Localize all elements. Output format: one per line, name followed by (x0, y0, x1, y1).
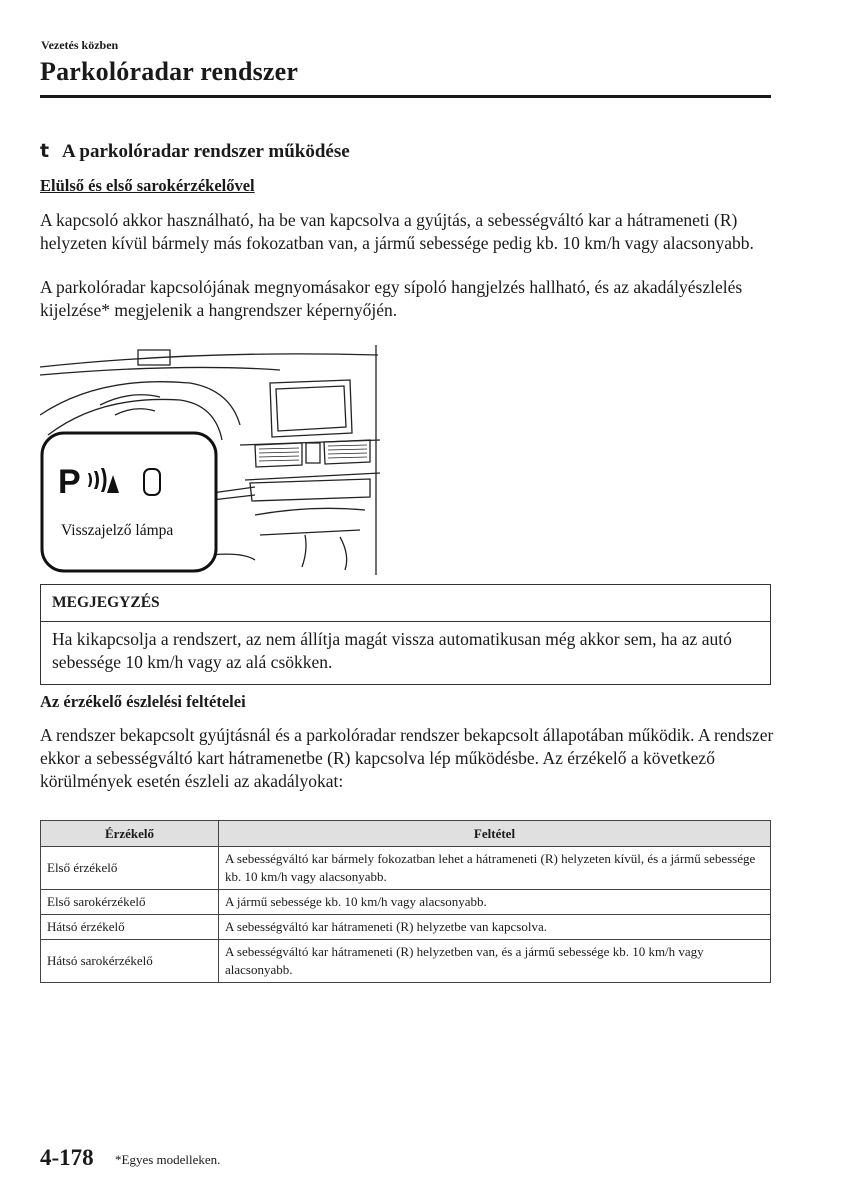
title-divider (40, 95, 771, 98)
section-heading-text: A parkolóradar rendszer működése (62, 141, 350, 162)
table-row (41, 890, 771, 915)
condition-cell: A sebességváltó kar hátrameneti (R) helyzetben van, és a jármű sebessége kb. 10 km/h vagy alacsonyabb. (219, 940, 771, 983)
conditions-heading: Az érzékelő észlelési feltételei (40, 692, 246, 711)
table-header-row (41, 821, 771, 847)
indicator-lamp-label: Visszajelző lámpa (61, 522, 174, 539)
conditions-paragraph: A rendszer bekapcsolt gyújtásnál és a parkolóradar rendszer bekapcsolt állapotában működik. A rendszer ekkor a sebességváltó kart hátramenetbe (R) kapcsolva lép működésbe. Az érzékelő a következő körülmények esetén észleli az akadályokat: (40, 725, 774, 791)
note-box (40, 584, 771, 685)
note-divider (41, 621, 770, 622)
condition-cell: A jármű sebessége kb. 10 km/h vagy alacsonyabb. (219, 890, 771, 915)
sensor-cell: Első érzékelő (41, 847, 219, 890)
page-title: Parkolóradar rendszer (40, 57, 299, 86)
table-row (41, 940, 771, 983)
table-row (41, 847, 771, 890)
section-marker: t (40, 140, 50, 162)
vent-slats (259, 445, 367, 461)
note-title: MEGJEGYZÉS (52, 594, 160, 611)
page-number: 4-178 (40, 1145, 94, 1170)
section-label: Vezetés közben (41, 38, 119, 52)
section-heading (40, 140, 350, 163)
sensor-cell: Első sarokérzékelő (41, 890, 219, 915)
callout-leader (212, 487, 255, 493)
footnote: *Egyes modelleken. (115, 1152, 221, 1167)
condition-cell: A sebességváltó kar hátrameneti (R) helyzetbe van kapcsolva. (219, 915, 771, 940)
dashboard-illustration (40, 345, 380, 575)
column-header-condition: Feltétel (219, 821, 771, 847)
callout-bubble (42, 433, 216, 571)
table-row (41, 915, 771, 940)
sensor-cell: Hátsó sarokérzékelő (41, 940, 219, 983)
sensor-cell: Hátsó érzékelő (41, 915, 219, 940)
condition-cell: A sebességváltó kar bármely fokozatban lehet a hátrameneti (R) helyzeten kívül, és a jármű sebessége kb. 10 km/h vagy alacsonyabb. (219, 847, 771, 890)
sensor-conditions-table (40, 820, 771, 983)
paragraph-switch-usage: A kapcsoló akkor használható, ha be van kapcsolva a gyújtás, a sebességváltó kar a hátrameneti (R) helyzeten kívül bármely más fokozatban van, a jármű sebessége pedig kb. 10 km/h vagy alacsonyabb. (40, 210, 754, 253)
parking-sensor-icon-letter: P (58, 463, 81, 501)
indicator-lamp-icon (144, 469, 160, 495)
paragraph-switch-press: A parkolóradar kapcsolójának megnyomásakor egy sípoló hangjelzés hallható, és az akadályészlelés kijelzése* megjelenik a hangrendszer képernyőjén. (40, 277, 743, 320)
subheading-front-sensors: Elülső és első sarokérzékelővel (40, 176, 255, 195)
column-header-sensor: Érzékelő (41, 821, 219, 847)
note-text: Ha kikapcsolja a rendszert, az nem állítja magát vissza automatikusan még akkor sem, ha az autó sebessége 10 km/h vagy az alá csökken. (52, 629, 732, 672)
